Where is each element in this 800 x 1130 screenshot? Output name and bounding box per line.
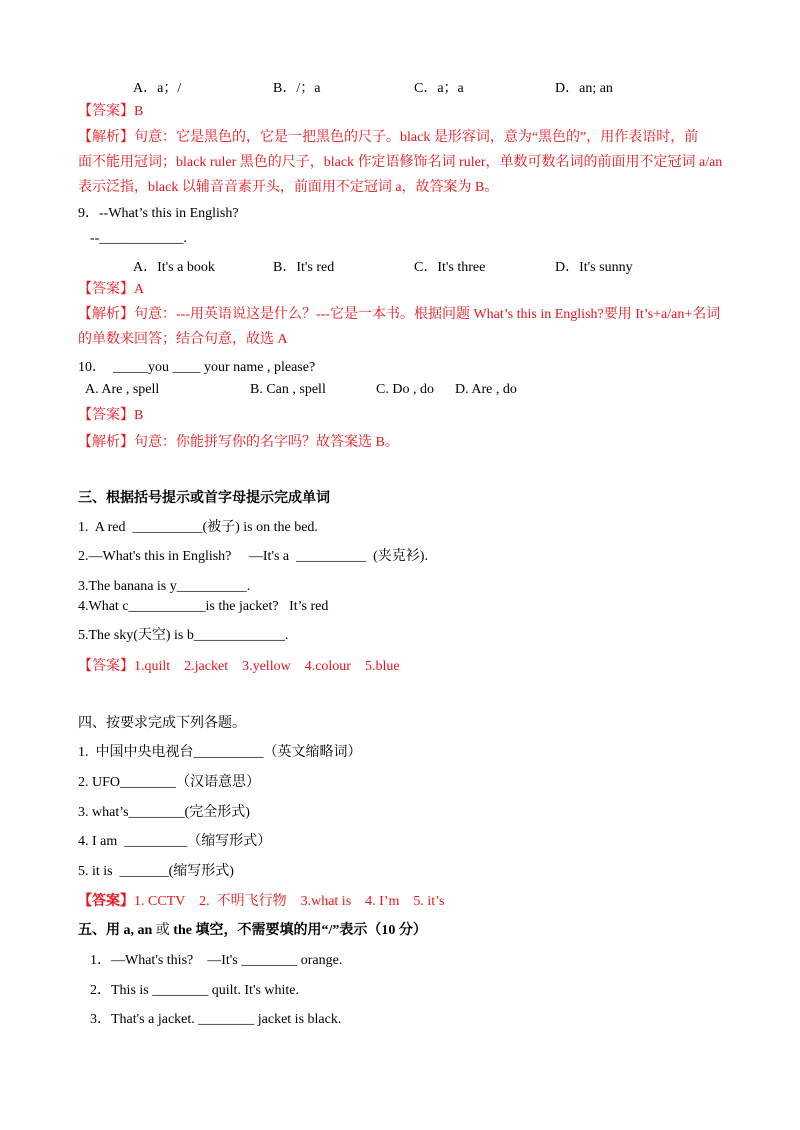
- section5-title-part: a, an: [123, 923, 153, 938]
- section4-item-3: 3. what’s________(完全形式): [78, 805, 250, 820]
- section3-item-1: 1. A red __________(被子) is on the bed.: [78, 520, 318, 535]
- q9-blank-line: --____________.: [90, 231, 187, 246]
- section5-item-3: 3．That's a jacket. ________ jacket is black.: [90, 1012, 342, 1027]
- section3-item-3: 3.The banana is y__________.: [78, 579, 251, 594]
- section3-item-4: 4.What c___________is the jacket? It’s red: [78, 599, 329, 614]
- q8-analysis-line-2: 面不能用冠词；black ruler 黑色的尺子，black 作定语修饰名词 ruler，单数可数名词的前面用不定冠词 a/an: [78, 155, 723, 170]
- q9-option-d: D．It's sunny: [555, 260, 633, 275]
- section4-answer-text: 1. CCTV 2. 不明飞行物 3.what is 4. I’m 5. it’s: [134, 894, 445, 909]
- q8-answer: 【答案】B: [78, 104, 144, 119]
- section5-title-part: 或: [152, 923, 174, 938]
- section5-item-1: 1．—What's this? —It's ________ orange.: [90, 953, 343, 968]
- q9-analysis-line-1: 【解析】句意：---用英语说这是什么？---它是一本书。根据问题 What’s this in English?要用 It’s+a/an+名词: [78, 307, 721, 322]
- q10-option-a: A. Are , spell: [85, 382, 160, 397]
- section4-item-2: 2. UFO________（汉语意思）: [78, 775, 261, 790]
- q8-analysis-line-1: 【解析】句意：它是黑色的，它是一把黑色的尺子。black 是形容词，意为“黑色的”，用作表语时，前: [78, 130, 699, 145]
- q8-option-b: B．/；a: [273, 81, 321, 96]
- q10-option-c: C. Do , do: [376, 382, 434, 397]
- q9-answer: 【答案】A: [78, 282, 145, 297]
- section3-answer: 【答案】1.quilt 2.jacket 3.yellow 4.colour 5.blue: [78, 659, 400, 674]
- section4-title: 四、按要求完成下列各题。: [78, 716, 246, 731]
- section3-item-2: 2.—What's this in English? —It's a __________ (夹克衫).: [78, 549, 428, 564]
- section5-title-part: 五、用: [78, 923, 124, 938]
- q9-option-c: C．It's three: [414, 260, 486, 275]
- section5-title-part: the: [173, 923, 192, 938]
- q8-option-d: D．an; an: [555, 81, 613, 96]
- q9-analysis-line-2: 的单数来回答；结合句意，故选 A: [78, 332, 288, 347]
- q10-option-d: D. Are , do: [455, 382, 517, 397]
- section3-title: 三、根据括号提示或首字母提示完成单词: [78, 491, 330, 506]
- section4-answer: [78, 892, 444, 912]
- section5-title: [78, 921, 427, 941]
- section4-item-5: 5. it is _______(缩写形式): [78, 864, 234, 879]
- section5-title-part: 填空，不需要填的用“/”表示（10 分）: [191, 923, 427, 938]
- q10-option-b: B. Can , spell: [250, 382, 326, 397]
- section4-answer-label: 【答案】: [78, 894, 134, 909]
- q8-option-a: A．a；/: [133, 81, 182, 96]
- section4-item-4: 4. I am _________（缩写形式）: [78, 834, 272, 849]
- section5-item-2: 2．This is ________ quilt. It's white.: [90, 983, 300, 998]
- section3-item-5: 5.The sky(天空) is b_____________.: [78, 628, 289, 643]
- q8-analysis-line-3: 表示泛指，black 以辅音音素开头，前面用不定冠词 a，故答案为 B。: [78, 180, 499, 195]
- section4-item-1: 1. 中国中央电视台__________（英文缩略词）: [78, 745, 362, 760]
- q9-option-b: B．It's red: [273, 260, 335, 275]
- q10-analysis: 【解析】句意：你能拼写你的名字吗？故答案选 B。: [78, 435, 399, 450]
- q8-option-c: C．a；a: [414, 81, 464, 96]
- q9-question: 9．--What’s this in English?: [78, 206, 239, 221]
- q10-question: 10． _____you ____ your name , please?: [78, 360, 316, 375]
- q10-answer: 【答案】B: [78, 408, 144, 423]
- q9-option-a: A．It's a book: [133, 260, 215, 275]
